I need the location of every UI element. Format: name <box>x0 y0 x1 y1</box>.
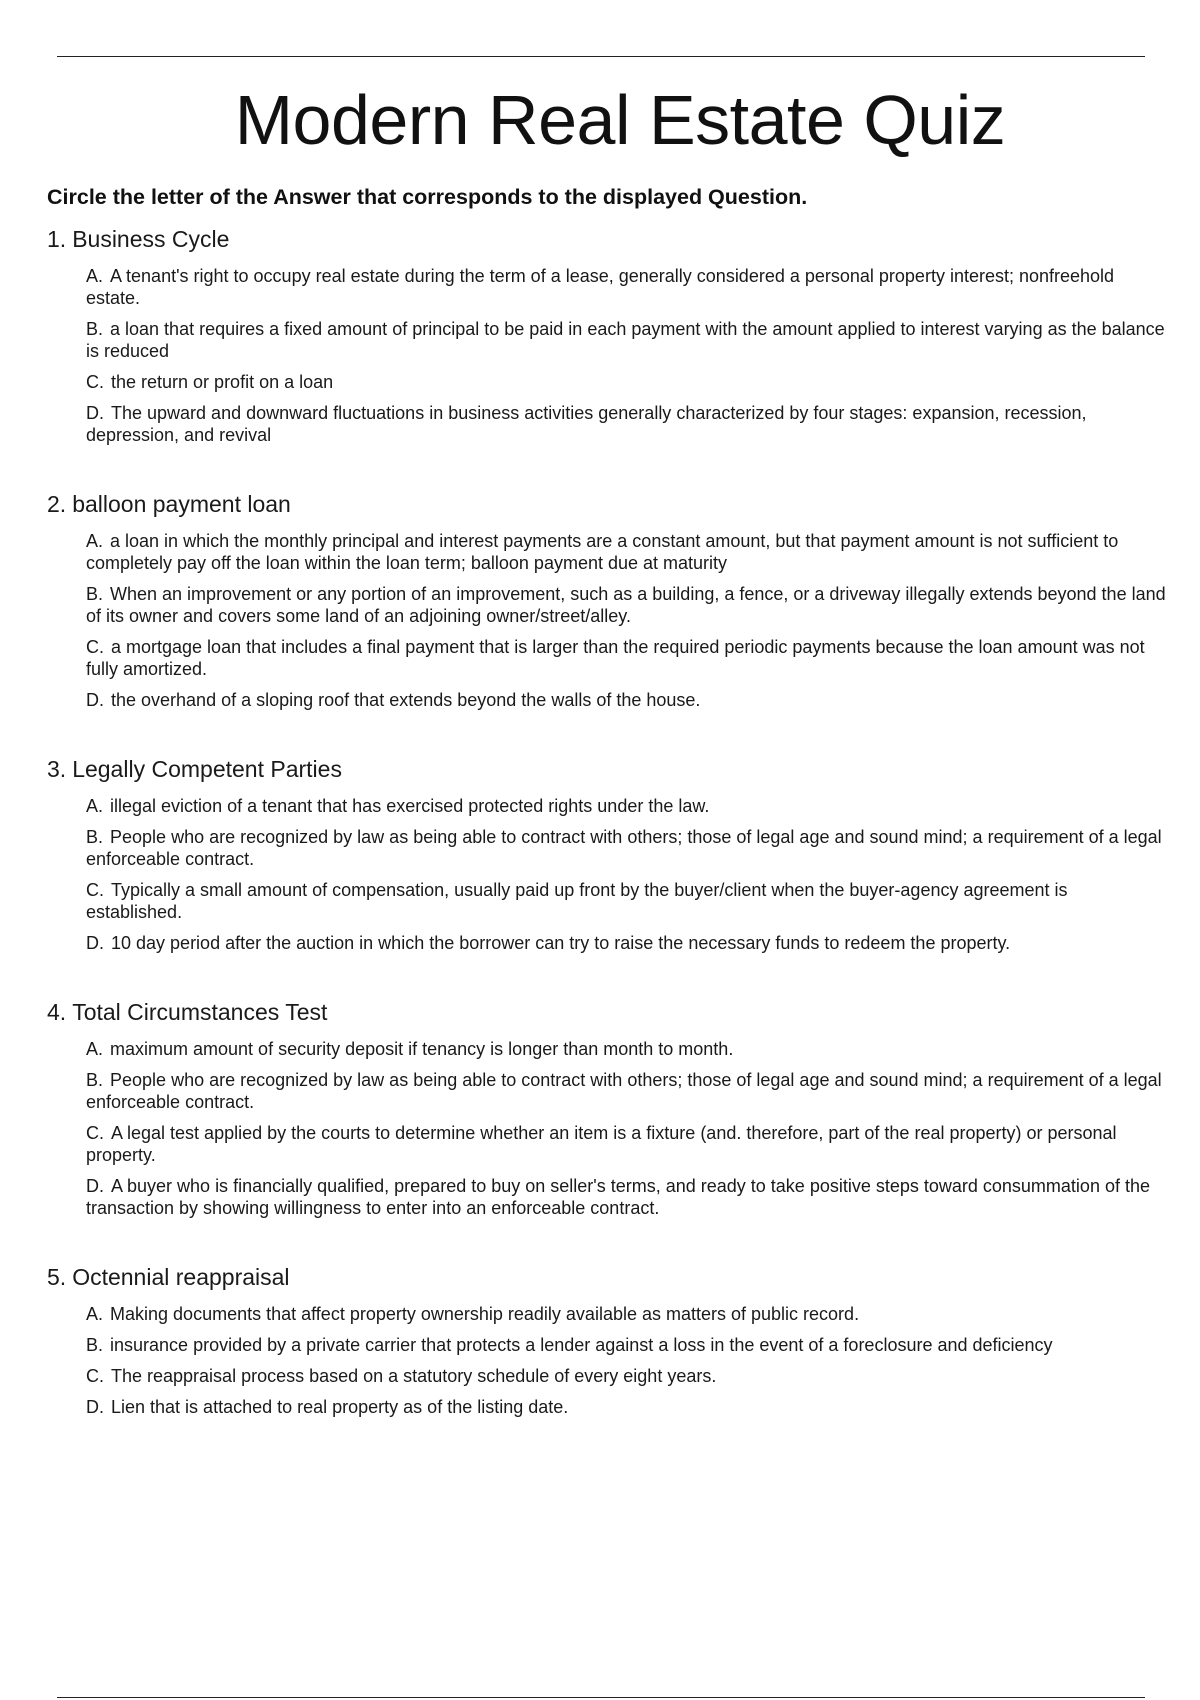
bottom-rule <box>57 1697 1145 1698</box>
answer-option-a[interactable] <box>86 1303 1167 1325</box>
question-term-text: Total Circumstances Test <box>72 999 328 1025</box>
top-rule <box>57 56 1145 57</box>
answer-option-c[interactable] <box>86 879 1167 923</box>
option-letter: B. <box>86 319 104 339</box>
answer-option-b[interactable] <box>86 826 1167 870</box>
option-letter: C. <box>86 372 104 392</box>
answer-option-c[interactable] <box>86 1122 1167 1166</box>
question-term <box>47 490 1167 518</box>
option-letter: D. <box>86 690 104 710</box>
option-text: a mortgage loan that includes a final payment that is larger than the required periodic payments because the loan amount was not fully amortized. <box>86 637 1145 679</box>
option-letter: D. <box>86 933 104 953</box>
quiz-instructions: Circle the letter of the Answer that corresponds to the displayed Question. <box>47 185 808 209</box>
question-list <box>47 225 1167 1462</box>
option-text: illegal eviction of a tenant that has exercised protected rights under the law. <box>110 796 710 816</box>
option-text: A buyer who is financially qualified, prepared to buy on seller's terms, and ready to take positive steps toward consummation of the transaction by showing willingness to enter into an enforceable contract. <box>86 1176 1150 1218</box>
option-letter: D. <box>86 1176 104 1196</box>
answer-option-a[interactable] <box>86 530 1167 574</box>
answer-option-d[interactable] <box>86 1396 1167 1418</box>
question-4 <box>47 998 1167 1219</box>
option-text: Lien that is attached to real property as of the listing date. <box>111 1397 569 1417</box>
question-number: 1. <box>47 226 67 252</box>
option-text: A tenant's right to occupy real estate during the term of a lease, generally considered a personal property interest; nonfreehold estate. <box>86 266 1115 308</box>
question-term <box>47 225 1167 253</box>
option-letter: B. <box>86 827 104 847</box>
option-text: a loan in which the monthly principal and interest payments are a constant amount, but that payment amount is not sufficient to completely pay off the loan within the loan term; balloon payment due at maturity <box>86 531 1119 573</box>
answer-option-c[interactable] <box>86 636 1167 680</box>
question-term-text: Business Cycle <box>72 226 230 252</box>
option-letter: A. <box>86 531 104 551</box>
option-letter: B. <box>86 584 104 604</box>
option-letter: C. <box>86 1366 104 1386</box>
option-text: A legal test applied by the courts to determine whether an item is a fixture (and. therefore, part of the real property) or personal property. <box>86 1123 1117 1165</box>
question-1 <box>47 225 1167 446</box>
question-5 <box>47 1263 1167 1418</box>
question-term <box>47 755 1167 783</box>
question-term-text: Octennial reappraisal <box>72 1264 290 1290</box>
option-text: 10 day period after the auction in which the borrower can try to raise the necessary funds to redeem the property. <box>111 933 1011 953</box>
option-letter: A. <box>86 1304 104 1324</box>
option-letter: A. <box>86 1039 104 1059</box>
option-letter: C. <box>86 637 104 657</box>
answer-option-b[interactable] <box>86 583 1167 627</box>
option-text: The reappraisal process based on a statutory schedule of every eight years. <box>111 1366 717 1386</box>
answer-option-d[interactable] <box>86 402 1167 446</box>
answer-option-a[interactable] <box>86 1038 1167 1060</box>
answer-option-d[interactable] <box>86 1175 1167 1219</box>
answer-option-d[interactable] <box>86 932 1167 954</box>
answer-option-a[interactable] <box>86 795 1167 817</box>
option-letter: C. <box>86 1123 104 1143</box>
option-text: maximum amount of security deposit if tenancy is longer than month to month. <box>110 1039 734 1059</box>
question-term <box>47 998 1167 1026</box>
option-letter: D. <box>86 403 104 423</box>
answer-option-c[interactable] <box>86 371 1167 393</box>
option-letter: D. <box>86 1397 104 1417</box>
option-text: a loan that requires a fixed amount of principal to be paid in each payment with the amount applied to interest varying as the balance is reduced <box>86 319 1165 361</box>
question-number: 2. <box>47 491 67 517</box>
question-number: 5. <box>47 1264 67 1290</box>
question-term-text: Legally Competent Parties <box>72 756 342 782</box>
option-letter: A. <box>86 796 104 816</box>
option-text: the overhand of a sloping roof that extends beyond the walls of the house. <box>111 690 701 710</box>
option-letter: B. <box>86 1070 104 1090</box>
question-number: 3. <box>47 756 67 782</box>
option-text: insurance provided by a private carrier that protects a lender against a loss in the event of a foreclosure and deficiency <box>110 1335 1053 1355</box>
answer-option-b[interactable] <box>86 1334 1167 1356</box>
page-title: Modern Real Estate Quiz <box>234 81 1006 159</box>
option-letter: A. <box>86 266 104 286</box>
question-2 <box>47 490 1167 711</box>
option-text: When an improvement or any portion of an improvement, such as a building, a fence, or a driveway illegally extends beyond the land of its owner and covers some land of an adjoining owner/street/alley. <box>86 584 1166 626</box>
option-text: People who are recognized by law as being able to contract with others; those of legal age and sound mind; a requirement of a legal enforceable contract. <box>86 1070 1162 1112</box>
answer-option-b[interactable] <box>86 318 1167 362</box>
option-text: the return or profit on a loan <box>111 372 334 392</box>
option-text: The upward and downward fluctuations in business activities generally characterized by four stages: expansion, recession, depression, and revival <box>86 403 1087 445</box>
option-text: Making documents that affect property ownership readily available as matters of public record. <box>110 1304 860 1324</box>
answer-option-a[interactable] <box>86 265 1167 309</box>
question-term-text: balloon payment loan <box>72 491 291 517</box>
answer-option-d[interactable] <box>86 689 1167 711</box>
option-letter: C. <box>86 880 104 900</box>
question-number: 4. <box>47 999 67 1025</box>
answer-option-c[interactable] <box>86 1365 1167 1387</box>
answer-option-b[interactable] <box>86 1069 1167 1113</box>
option-text: Typically a small amount of compensation, usually paid up front by the buyer/client when the buyer-agency agreement is established. <box>86 880 1068 922</box>
question-term <box>47 1263 1167 1291</box>
option-letter: B. <box>86 1335 104 1355</box>
question-3 <box>47 755 1167 954</box>
option-text: People who are recognized by law as being able to contract with others; those of legal age and sound mind; a requirement of a legal enforceable contract. <box>86 827 1162 869</box>
